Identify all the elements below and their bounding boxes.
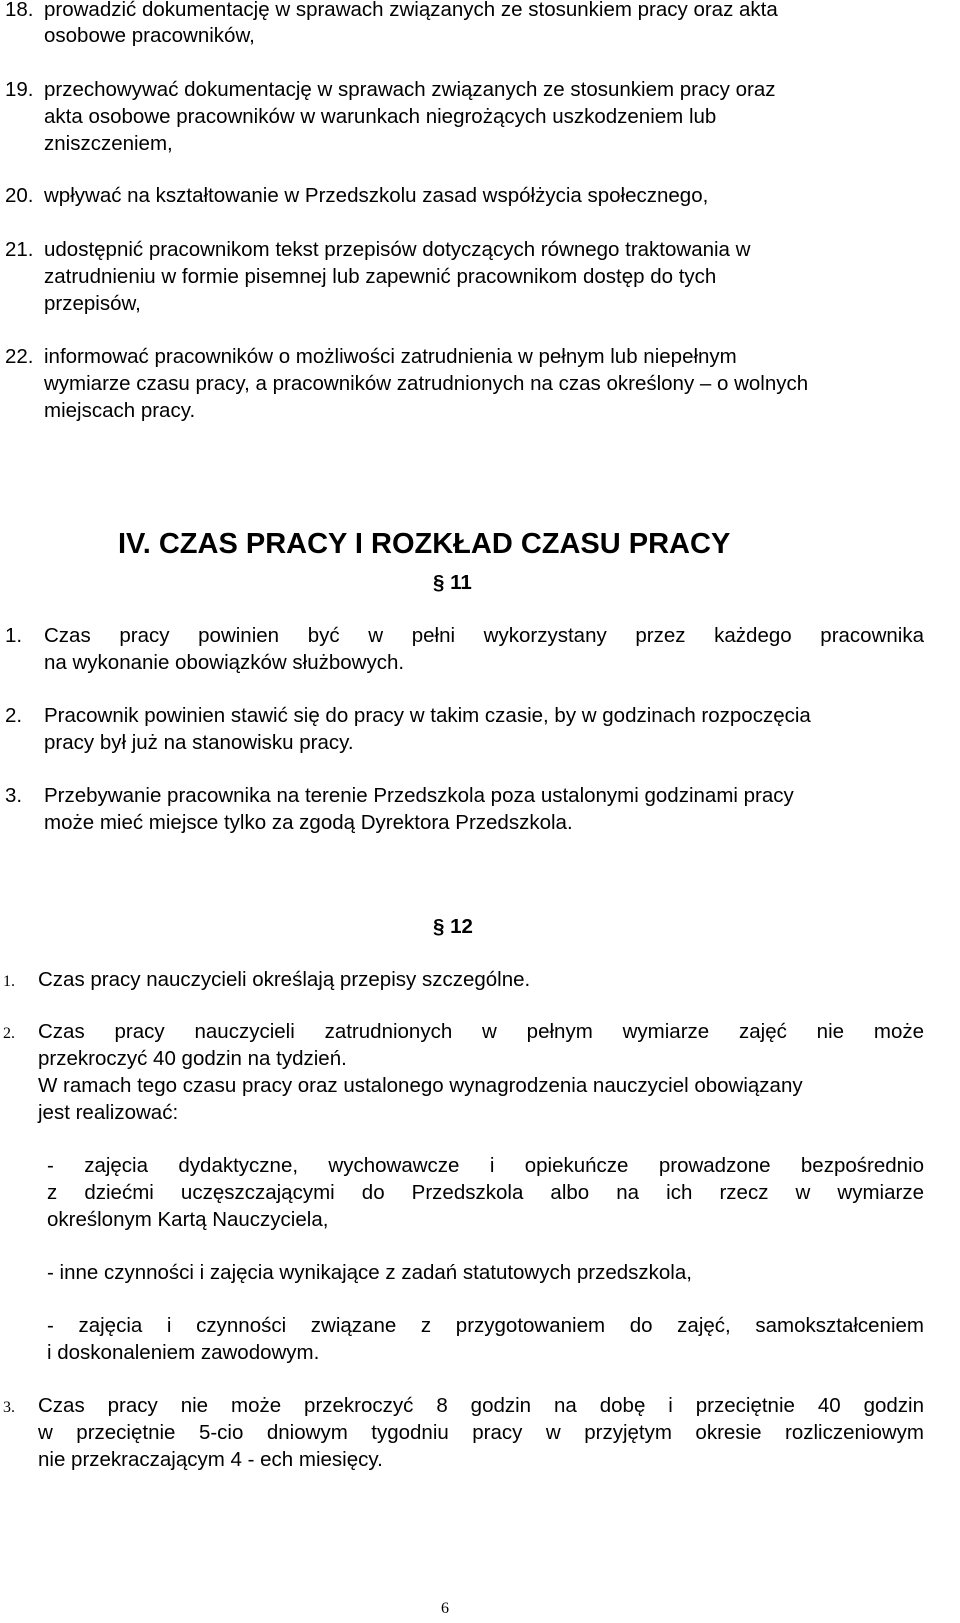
list-number: 22. bbox=[5, 345, 34, 368]
paragraph-line: nie przekraczającym 4 - ech miesięcy. bbox=[38, 1448, 383, 1471]
paragraph-line: Przebywanie pracownika na terenie Przedszkola poza ustalonymi godzinami pracy bbox=[44, 784, 794, 807]
list-number: 1. bbox=[3, 973, 15, 990]
list-number: 2. bbox=[5, 704, 23, 727]
chapter-heading: IV. CZAS PRACY I ROZKŁAD CZASU PRACY bbox=[118, 528, 731, 560]
section-label: § 12 bbox=[433, 915, 473, 938]
section-label: § 11 bbox=[433, 571, 472, 594]
bullet-line: - inne czynności i zajęcia wynikające z zadań statutowych przedszkola, bbox=[47, 1261, 692, 1284]
list-item-line: wymiarze czasu pracy, a pracowników zatrudnionych na czas określony – o wolnych bbox=[44, 372, 809, 395]
list-item-line: zniszczeniem, bbox=[44, 132, 173, 155]
list-item-line: zatrudnieniu w formie pisemnej lub zapewnić pracownikom dostęp do tych bbox=[44, 265, 717, 288]
list-item-line: prowadzić dokumentację w sprawach związanych ze stosunkiem pracy oraz akta bbox=[44, 0, 778, 21]
page-number: 6 bbox=[441, 1600, 449, 1617]
list-item-line: udostępnić pracownikom tekst przepisów dotyczących równego traktowania w bbox=[44, 238, 751, 261]
paragraph-line: w przeciętnie 5-cio dniowym tygodniu pracy w przyjętym okresie rozliczeniowym bbox=[38, 1421, 924, 1444]
paragraph-line: może mieć miejsce tylko za zgodą Dyrektora Przedszkola. bbox=[44, 811, 573, 834]
paragraph-line: jest realizować: bbox=[38, 1101, 179, 1124]
list-item-line: przepisów, bbox=[44, 292, 141, 315]
list-item-line: wpływać na kształtowanie w Przedszkolu zasad współżycia społecznego, bbox=[44, 184, 709, 207]
list-number: 20. bbox=[5, 184, 34, 207]
bullet-line: określonym Kartą Nauczyciela, bbox=[47, 1208, 329, 1231]
list-item-line: informować pracowników o możliwości zatrudnienia w pełnym lub niepełnym bbox=[44, 345, 737, 368]
list-number: 19. bbox=[5, 78, 34, 101]
list-number: 2. bbox=[3, 1025, 15, 1042]
list-number: 21. bbox=[5, 238, 34, 261]
bullet-line: - zajęcia i czynności związane z przygotowaniem do zajęć, samokształceniem bbox=[47, 1314, 924, 1337]
bullet-line: z dziećmi uczęszczającymi do Przedszkola albo na ich rzecz w wymiarze bbox=[47, 1181, 924, 1204]
bullet-line: - zajęcia dydaktyczne, wychowawcze i opiekuńcze prowadzone bezpośrednio bbox=[47, 1154, 924, 1177]
paragraph-line: Czas pracy nie może przekroczyć 8 godzin na dobę i przeciętnie 40 godzin bbox=[38, 1394, 924, 1417]
paragraph-line: pracy był już na stanowisku pracy. bbox=[44, 731, 354, 754]
list-number: 18. bbox=[5, 0, 34, 21]
list-number: 1. bbox=[5, 624, 23, 647]
list-item-line: akta osobowe pracowników w warunkach niegrożących uszkodzeniem lub bbox=[44, 105, 717, 128]
list-item-line: przechowywać dokumentację w sprawach związanych ze stosunkiem pracy oraz bbox=[44, 78, 776, 101]
list-item-line: miejscach pracy. bbox=[44, 399, 196, 422]
paragraph-line: Czas pracy nauczycieli zatrudnionych w pełnym wymiarze zajęć nie może bbox=[38, 1020, 924, 1043]
paragraph-line: Pracownik powinien stawić się do pracy w takim czasie, by w godzinach rozpoczęcia bbox=[44, 704, 811, 727]
list-number: 3. bbox=[3, 1399, 15, 1416]
paragraph-line: Czas pracy powinien być w pełni wykorzystany przez każdego pracownika bbox=[44, 624, 924, 647]
paragraph-line: przekroczyć 40 godzin na tydzień. bbox=[38, 1047, 347, 1070]
paragraph-line: na wykonanie obowiązków służbowych. bbox=[44, 651, 405, 674]
paragraph-line: Czas pracy nauczycieli określają przepisy szczególne. bbox=[38, 968, 531, 991]
list-number: 3. bbox=[5, 784, 23, 807]
bullet-line: i doskonaleniem zawodowym. bbox=[47, 1341, 320, 1364]
list-item-line: osobowe pracowników, bbox=[44, 24, 255, 47]
paragraph-line: W ramach tego czasu pracy oraz ustalonego wynagrodzenia nauczyciel obowiązany bbox=[38, 1074, 803, 1097]
